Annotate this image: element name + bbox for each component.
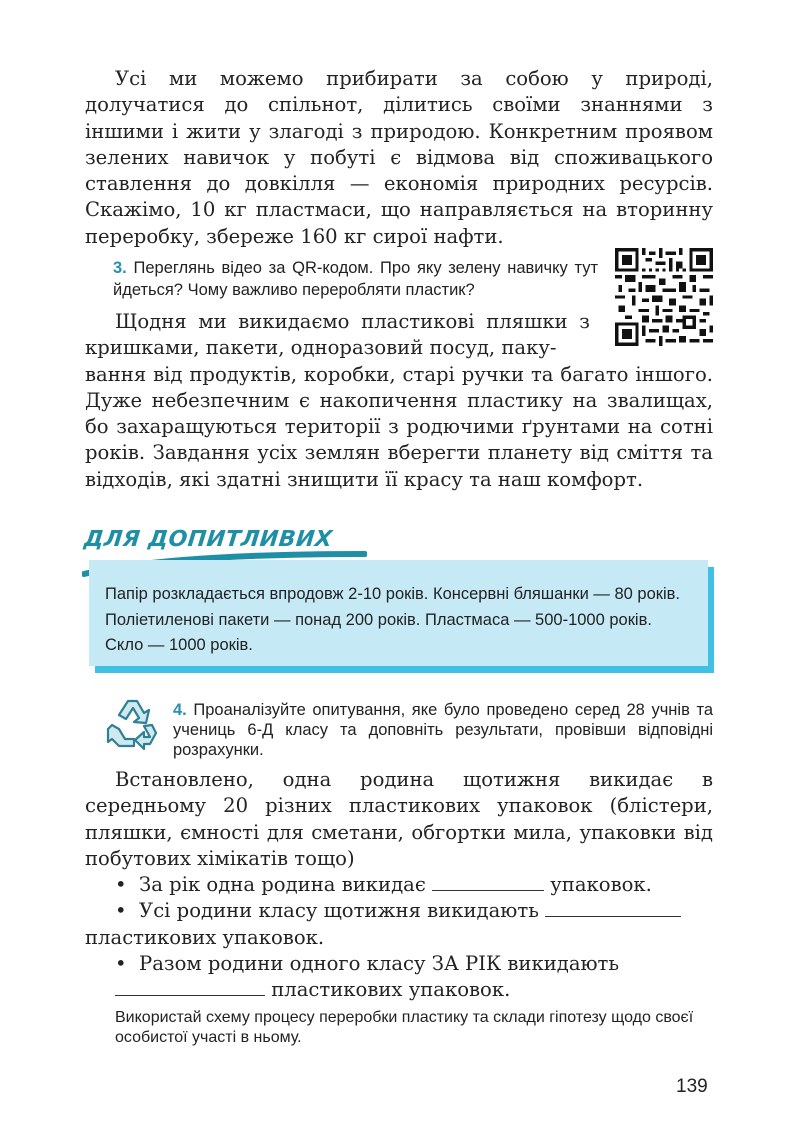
section-title: ДЛЯ ДОПИТЛИВИХ (82, 527, 334, 552)
intro-paragraph-text: Усі ми можемо прибирати за собою у природі, долучатися до спільнот, ділитись своїми знаннями з іншими і жити у злагоді з природою. Конкретним проявом зелених навичок у побуті є відмова від споживацького ставлення до довкілля — економія природних ресурсів. Скажімо, 10 кг пластмаси, що направляється на вторинну переробку, збереже 160 кг сирої нафти. (85, 67, 713, 248)
bullet-marker: • (115, 873, 127, 897)
bullet-text: За рік одна родина викидає (139, 873, 426, 897)
bullet-text-end: упаковок. (550, 873, 652, 897)
bullet-marker: • (115, 899, 127, 923)
task-3-number: 3. (113, 259, 127, 277)
plastic-paragraph (85, 309, 713, 493)
bullet-text-end: пластикових упаковок. (271, 978, 511, 1002)
task-3-text: Переглянь відео за QR-кодом. Про яку зелену навичку тут йдеться? Чому важливо переробляти пластик? (113, 259, 598, 299)
page-number: 139 (676, 1076, 708, 1097)
bullet-item-continued (85, 977, 713, 1003)
fact-box (89, 560, 708, 666)
answer-blank[interactable] (115, 977, 265, 996)
task-3 (113, 257, 598, 301)
recycle-icon (104, 695, 160, 751)
bullet-item (85, 872, 713, 898)
task-5: Використай схему процесу переробки пластику та склади гіпотезу щодо своєї особистої участі в ньому. (115, 1009, 694, 1046)
bullet-item (85, 951, 713, 977)
fact-box-text: Папір розкладається впродовж 2-10 років. Консервні бляшанки — 80 років. Поліетиленові пакети — понад 200 років. Пластмаса — 500-1000 років. Скло — 1000 років. (105, 585, 681, 654)
bullet-marker: • (115, 952, 127, 976)
bullet-item (85, 898, 713, 924)
answer-blank[interactable] (432, 872, 544, 891)
bullet-text-end: пластикових упаковок. (85, 925, 325, 949)
answer-blank[interactable] (545, 898, 681, 917)
task-4 (173, 700, 713, 760)
survey-paragraph (85, 767, 713, 1004)
plastic-paragraph-first: Щодня ми викидаємо пластикові пляшки з кришками, пакети, одноразовий посуд, паку- (85, 310, 590, 360)
plastic-paragraph-rest: вання від продуктів, коробки, старі ручки та багато іншого. Дуже небезпечним є накопичення пластику на звалищах, бо захаращуються території з родючими ґрунтами на сотні років. Завдання усіх землян вберегти планету від сміття та відходів, які здатні знищити її красу та наш комфорт. (85, 362, 713, 491)
task-4-number: 4. (173, 701, 187, 719)
task-4-text: Проаналізуйте опитування, яке було проведено серед 28 учнів та учениць 6-Д класу та доповніть результати, провівши відповідні розрахунки. (173, 701, 713, 759)
intro-paragraph (85, 66, 713, 250)
bullet-text: Разом родини одного класу ЗА РІК викидають (139, 952, 620, 976)
bullet-text: Усі родини класу щотижня викидають (139, 899, 539, 923)
survey-paragraph-text: Встановлено, одна родина щотижня викидає в середньому 20 різних пластикових упаковок (блістери, пляшки, ємності для сметани, обгортки мила, упаковки від побутових хімікатів тощо) (85, 768, 713, 870)
